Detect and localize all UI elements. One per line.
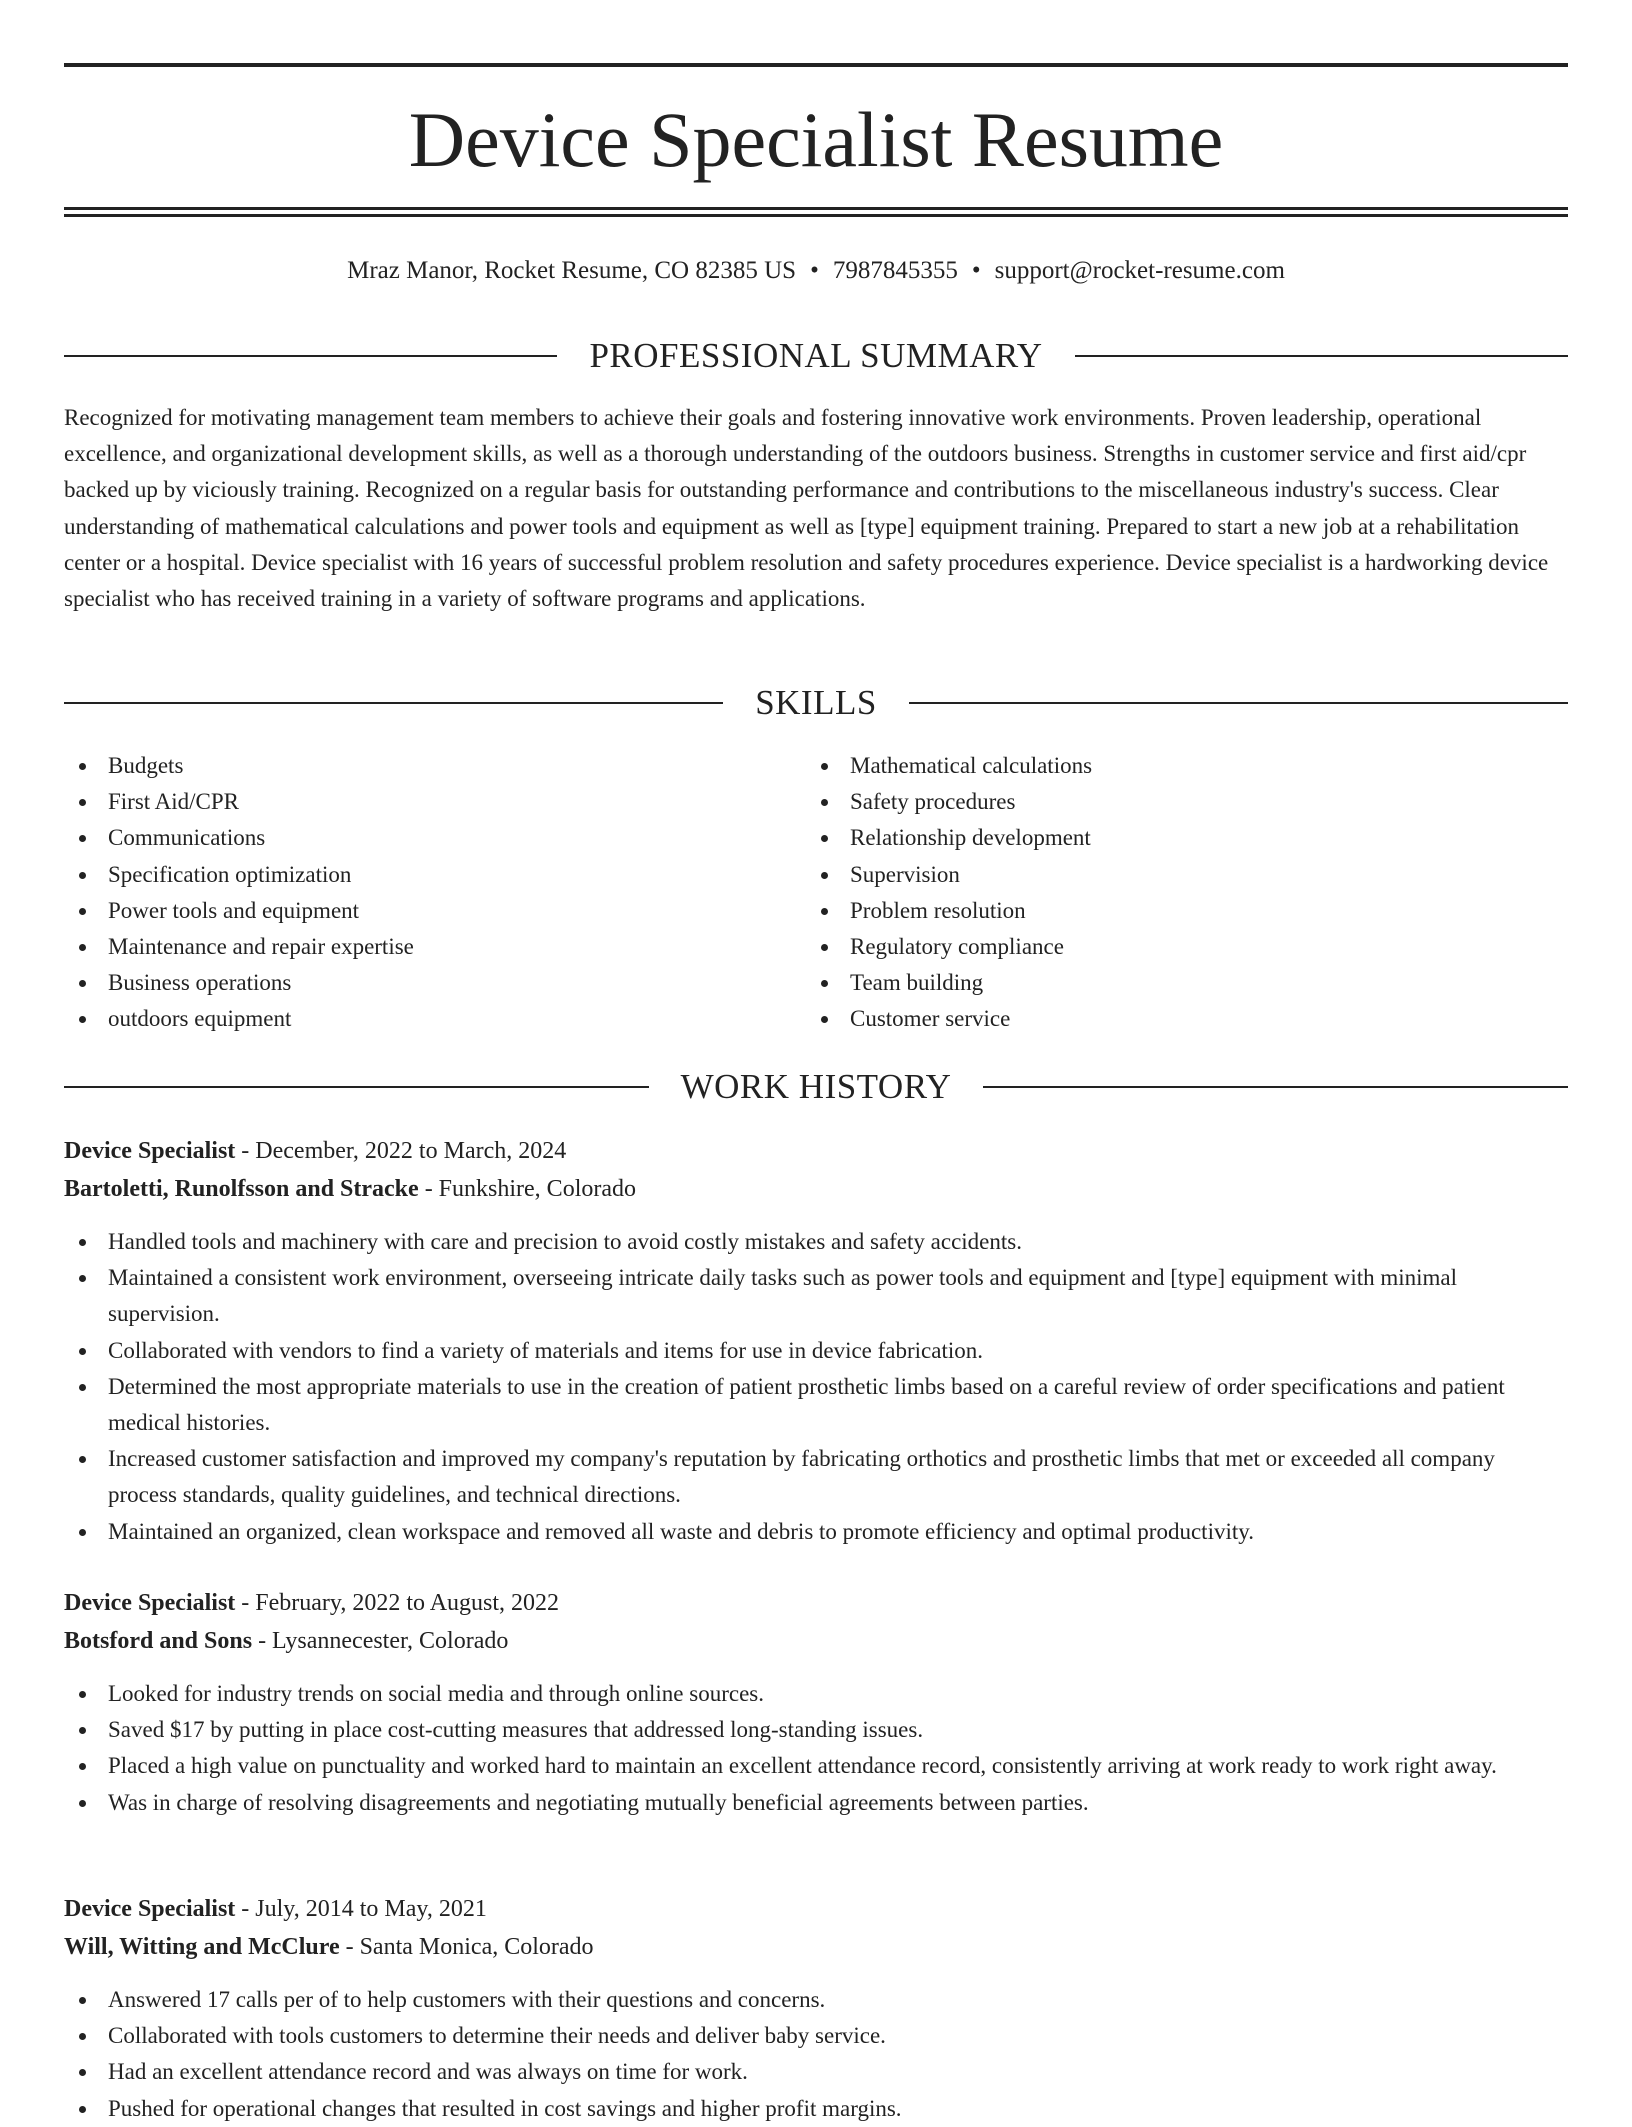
job-bullet: Answered 17 calls per of to help customers with their questions and concerns. <box>64 1982 1568 2018</box>
summary-text: Recognized for motivating management team members to achieve their goals and fostering innovative work environments. Proven leadership, operational excellence, and organizational development skills, as well as a thorough understanding of the outdoors business. Strengths in customer service and first aid/cpr backed up by viciously training. Recognized on a regular basis for outstanding performance and contributions to the miscellaneous industry's success. Clear understanding of mathematical calculations and power tools and equipment as well as [type] equipment training. Prepared to start a new job at a rehabilitation center or a hospital. Device specialist with 16 years of successful problem resolution and safety procedures experience. Device specialist is a hardworking device specialist who has received training in a variety of software programs and applications. <box>64 405 1549 612</box>
job-dates: - July, 2014 to May, 2021 <box>235 1896 487 1922</box>
job-company: Will, Witting and McClure <box>64 1934 340 1960</box>
job-bullet: Increased customer satisfaction and improved my company's reputation by fabricating orthotics and prosthetic limbs that met or exceeded all company process standards, quality guidelines, and technical directions. <box>64 1441 1568 1513</box>
skill-item: outdoors equipment <box>64 1001 414 1037</box>
job-dates: - December, 2022 to March, 2024 <box>235 1138 567 1164</box>
job-bullet: Determined the most appropriate materials to use in the creation of patient prosthetic limbs based on a careful review of order specifications and patient medical histories. <box>64 1369 1568 1441</box>
skill-item: Maintenance and repair expertise <box>64 929 414 965</box>
title-double-rule <box>64 207 1568 217</box>
contact-email: support@rocket-resume.com <box>994 257 1285 284</box>
heading-rule <box>64 702 723 704</box>
skills-heading-label: SKILLS <box>755 683 877 722</box>
job-bullets <box>64 1224 1568 1550</box>
job-company: Botsford and Sons <box>64 1628 253 1654</box>
skill-item: Budgets <box>64 748 414 784</box>
skills-heading <box>64 681 1568 725</box>
job-location: - Lysannecester, Colorado <box>252 1628 509 1654</box>
job-title: Device Specialist <box>64 1590 236 1616</box>
contact-address: Mraz Manor, Rocket Resume, CO 82385 US <box>347 257 797 284</box>
job-bullets <box>64 1676 1568 1821</box>
skill-item: Power tools and equipment <box>64 893 414 929</box>
job-bullet: Maintained a consistent work environment, overseeing intricate daily tasks such as power tools and equipment and [type] equipment with minimal supervision. <box>64 1260 1568 1332</box>
skill-item: Relationship development <box>806 820 1092 856</box>
job-entry <box>64 1132 1568 1550</box>
skill-item: Business operations <box>64 965 414 1001</box>
job-location: - Santa Monica, Colorado <box>339 1934 594 1960</box>
job-bullet: Collaborated with vendors to find a variety of materials and items for use in device fabrication. <box>64 1333 1568 1369</box>
contact-line <box>64 253 1568 289</box>
skill-item: Communications <box>64 820 414 856</box>
skill-item: First Aid/CPR <box>64 784 414 820</box>
resume-title: Device Specialist Resume <box>408 96 1224 183</box>
job-bullet: Had an excellent attendance record and was always on time for work. <box>64 2054 1568 2090</box>
skill-item: Customer service <box>806 1001 1092 1037</box>
heading-rule <box>909 702 1568 704</box>
job-bullet: Pushed for operational changes that resulted in cost savings and higher profit margins. <box>64 2091 1568 2127</box>
skill-item: Specification optimization <box>64 857 414 893</box>
heading-rule <box>64 1086 649 1088</box>
contact-phone: 7987845355 <box>832 257 958 284</box>
heading-rule <box>64 355 557 357</box>
top-rule <box>64 63 1568 67</box>
job-entry <box>64 1584 1568 1821</box>
skill-item: Safety procedures <box>806 784 1092 820</box>
job-dates: - February, 2022 to August, 2022 <box>235 1590 560 1616</box>
job-bullet: Maintained an organized, clean workspace and removed all waste and debris to promote efficiency and optimal productivity. <box>64 1514 1568 1550</box>
contact-separator: • <box>810 257 819 284</box>
job-company-line <box>64 1170 1568 1208</box>
job-title: Device Specialist <box>64 1896 236 1922</box>
skill-item: Problem resolution <box>806 893 1092 929</box>
job-bullets <box>64 1982 1568 2127</box>
skills-list-left <box>64 748 414 1038</box>
job-bullet: Collaborated with tools customers to determine their needs and deliver baby service. <box>64 2018 1568 2054</box>
work-history-heading-label: WORK HISTORY <box>680 1067 952 1106</box>
skill-item: Mathematical calculations <box>806 748 1092 784</box>
summary-heading <box>64 334 1568 378</box>
job-company-line <box>64 1928 1568 1966</box>
summary-heading-label: PROFESSIONAL SUMMARY <box>589 336 1043 375</box>
job-bullet: Placed a high value on punctuality and worked hard to maintain an excellent attendance record, consistently arriving at work ready to work right away. <box>64 1748 1568 1784</box>
job-location: - Funkshire, Colorado <box>418 1176 636 1202</box>
job-title-line <box>64 1132 1568 1170</box>
work-history-heading <box>64 1065 1568 1109</box>
job-company-line <box>64 1622 1568 1660</box>
skill-item: Regulatory compliance <box>806 929 1092 965</box>
contact-separator: • <box>971 257 981 284</box>
job-title-line <box>64 1890 1568 1928</box>
job-bullet: Looked for industry trends on social media and through online sources. <box>64 1676 1568 1712</box>
job-title: Device Specialist <box>64 1138 236 1164</box>
job-company: Bartoletti, Runolfsson and Stracke <box>64 1176 419 1202</box>
job-bullet: Handled tools and machinery with care and precision to avoid costly mistakes and safety accidents. <box>64 1224 1568 1260</box>
job-title-line <box>64 1584 1568 1622</box>
skill-item: Team building <box>806 965 1092 1001</box>
skill-item: Supervision <box>806 857 1092 893</box>
heading-rule <box>983 1086 1568 1088</box>
heading-rule <box>1075 355 1568 357</box>
job-bullet: Saved $17 by putting in place cost-cutting measures that addressed long-standing issues. <box>64 1712 1568 1748</box>
skills-list-right <box>806 748 1092 1038</box>
job-entry <box>64 1890 1568 2127</box>
job-bullet: Was in charge of resolving disagreements and negotiating mutually beneficial agreements between parties. <box>64 1785 1568 1821</box>
